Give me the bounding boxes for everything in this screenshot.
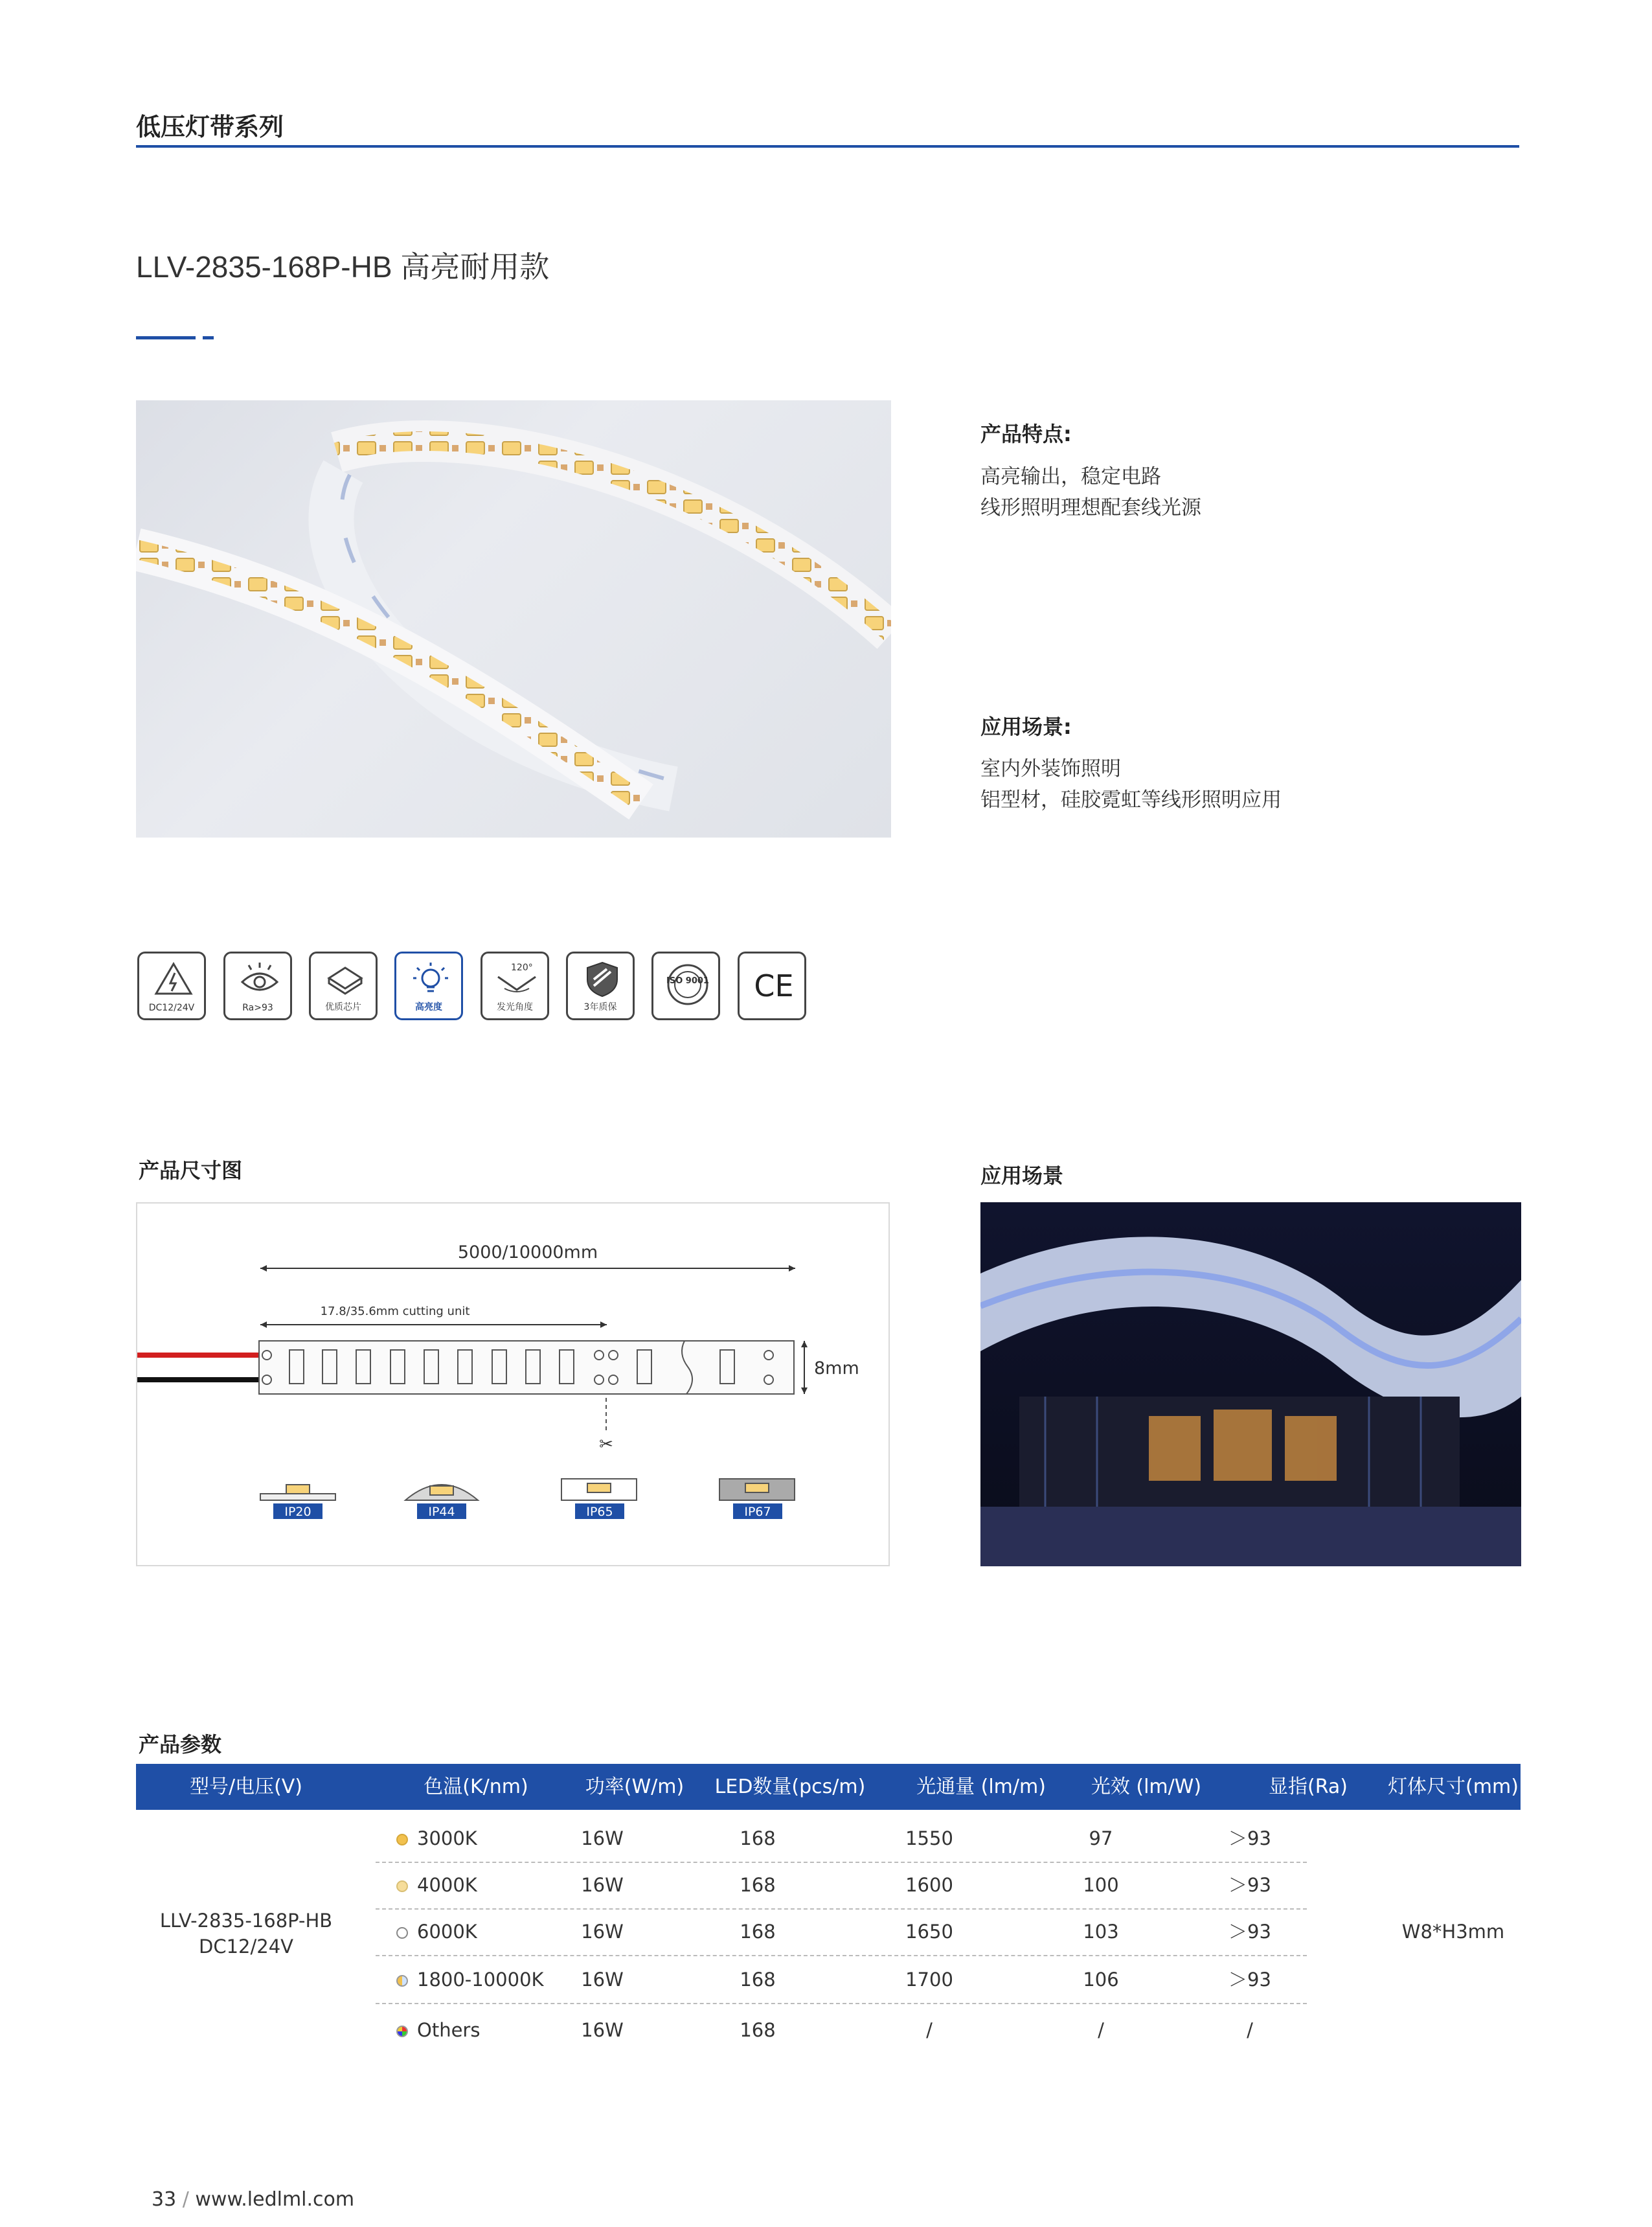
efficacy-cell: 106: [1083, 1969, 1119, 1991]
badge-chip: [309, 952, 378, 1020]
power-cell: 16W: [581, 1827, 624, 1849]
column-header: 灯体尺寸(mm): [1388, 1776, 1519, 1798]
column-header: 色温(K/nm): [424, 1776, 528, 1798]
header-rule: [136, 145, 1519, 148]
model-voltage: DC12/24V: [199, 1936, 293, 1958]
led-cell: 168: [740, 1874, 776, 1896]
features-body: [980, 461, 1201, 523]
model-name: LLV-2835-168P-HB: [159, 1910, 333, 1932]
cct-swatch: [396, 2026, 408, 2037]
efficacy-cell: /: [1098, 2019, 1104, 2041]
flux-cell: 1650: [905, 1921, 953, 1943]
page-number: 33: [152, 2188, 177, 2211]
angle-icon: [494, 960, 539, 999]
cct-value: 4000K: [417, 1874, 477, 1896]
power-cell: 16W: [581, 1921, 624, 1943]
series-title: 低压灯带系列: [136, 113, 284, 141]
badge-ce: [738, 952, 806, 1020]
column-header: LED数量(pcs/m): [714, 1776, 866, 1798]
params-heading: 产品参数: [139, 1732, 222, 1757]
ce-text: CE: [754, 968, 794, 1003]
led-cell: 168: [740, 1969, 776, 1991]
cct-cell: [396, 1967, 544, 1993]
cct-swatch: [396, 1880, 408, 1892]
height-label: 8mm: [814, 1358, 859, 1378]
led-cell: 168: [740, 1827, 776, 1849]
ra-cell: ＞93: [1228, 1827, 1271, 1849]
badge-label: 3年质保: [583, 1002, 617, 1012]
ip-label: IP67: [744, 1505, 771, 1519]
cct-cell: [396, 2017, 480, 2043]
badge-label: Ra>93: [242, 1003, 273, 1013]
flux-cell: /: [926, 2019, 933, 2041]
dimension-drawing: [136, 1202, 890, 1566]
cct-value: 6000K: [417, 1921, 477, 1943]
row-divider: [376, 1862, 1307, 1863]
cct-value: Others: [417, 2019, 481, 2041]
cct-swatch: [396, 1927, 408, 1939]
voltage-icon: [151, 960, 196, 999]
badge-warranty: [566, 952, 635, 1020]
angle-value: 120°: [511, 963, 533, 973]
chip-icon: [322, 960, 368, 999]
column-header: 功率(W/m): [585, 1776, 685, 1798]
column-header: 光通量 (lm/m): [916, 1776, 1046, 1798]
ce-icon: [751, 960, 797, 1012]
application-body: [980, 753, 1282, 816]
accent-dash-short: [203, 336, 214, 339]
application-line: 铝型材，硅胶霓虹等线形照明应用: [980, 788, 1282, 812]
flux-cell: 1700: [905, 1969, 953, 1991]
footer: [152, 2188, 354, 2211]
scene-photo: [980, 1202, 1521, 1566]
ra-cell: /: [1247, 2019, 1253, 2041]
ra-cell: ＞93: [1228, 1921, 1271, 1943]
efficacy-cell: 97: [1089, 1827, 1113, 1849]
size-cell: W8*H3mm: [1401, 1921, 1505, 1943]
flux-cell: 1600: [905, 1874, 953, 1896]
badge-label: 高亮度: [415, 1002, 442, 1012]
efficacy-cell: 100: [1083, 1874, 1119, 1896]
length-label: 5000/10000mm: [457, 1242, 598, 1262]
power-cell: 16W: [581, 1874, 624, 1896]
cct-swatch: [396, 1975, 408, 1987]
ra-cell: ＞93: [1228, 1969, 1271, 1991]
badge-iso: [651, 952, 720, 1020]
feature-line: 线形照明理想配套线光源: [980, 496, 1201, 520]
ip-label: IP65: [586, 1505, 613, 1519]
model-cell: [136, 1908, 356, 1959]
product-title: LLV-2835-168P-HB 高亮耐用款: [136, 250, 550, 284]
cct-value: 3000K: [417, 1827, 477, 1849]
shield-icon: [580, 960, 625, 999]
scene-heading: 应用场景: [980, 1163, 1064, 1188]
website-link[interactable]: www.ledlml.com: [195, 2188, 355, 2211]
footer-separator: /: [182, 2188, 189, 2211]
row-divider: [376, 1955, 1307, 1956]
column-header: 型号/电压(V): [189, 1776, 303, 1798]
accent-dash: [136, 336, 196, 339]
feature-line: 高亮输出，稳定电路: [980, 465, 1161, 488]
cct-swatch: [396, 1834, 408, 1845]
iso-icon: [665, 960, 710, 1012]
product-photo: [136, 400, 891, 838]
cct-cell: [396, 1919, 477, 1945]
led-cell: 168: [740, 2019, 776, 2041]
application-heading: 应用场景:: [980, 714, 1072, 739]
column-header: 显指(Ra): [1269, 1776, 1348, 1798]
ra-cell: ＞93: [1228, 1874, 1271, 1896]
cct-cell: [396, 1872, 477, 1898]
iso-text: ISO 9001: [666, 976, 709, 986]
application-line: 室内外装饰照明: [980, 757, 1121, 781]
bulb-icon: [408, 960, 453, 999]
table-header: [136, 1764, 1521, 1810]
column-header: 光效 (lm/W): [1091, 1776, 1202, 1798]
badge-brightness: [394, 952, 463, 1020]
cct-cell: [396, 1825, 477, 1851]
badge-angle: [481, 952, 549, 1020]
eye-icon: [237, 960, 282, 999]
power-cell: 16W: [581, 1969, 624, 1991]
badge-voltage: [137, 952, 206, 1020]
flux-cell: 1550: [905, 1827, 953, 1849]
power-cell: 16W: [581, 2019, 624, 2041]
badge-label: 发光角度: [497, 1002, 533, 1012]
features-heading: 产品特点:: [980, 422, 1072, 446]
ip-label: IP44: [428, 1505, 455, 1519]
badge-ra: [223, 952, 292, 1020]
row-divider: [376, 1908, 1307, 1910]
cct-value: 1800-10000K: [417, 1969, 544, 1991]
badge-label: 优质芯片: [325, 1002, 361, 1012]
led-cell: 168: [740, 1921, 776, 1943]
efficacy-cell: 103: [1083, 1921, 1119, 1943]
row-divider: [376, 2003, 1307, 2004]
badge-label: DC12/24V: [148, 1003, 195, 1013]
cut-unit-label: 17.8/35.6mm cutting unit: [320, 1305, 470, 1318]
dimension-heading: 产品尺寸图: [139, 1158, 243, 1183]
ip-label: IP20: [284, 1505, 311, 1519]
svg-text:✂: ✂: [599, 1435, 613, 1454]
